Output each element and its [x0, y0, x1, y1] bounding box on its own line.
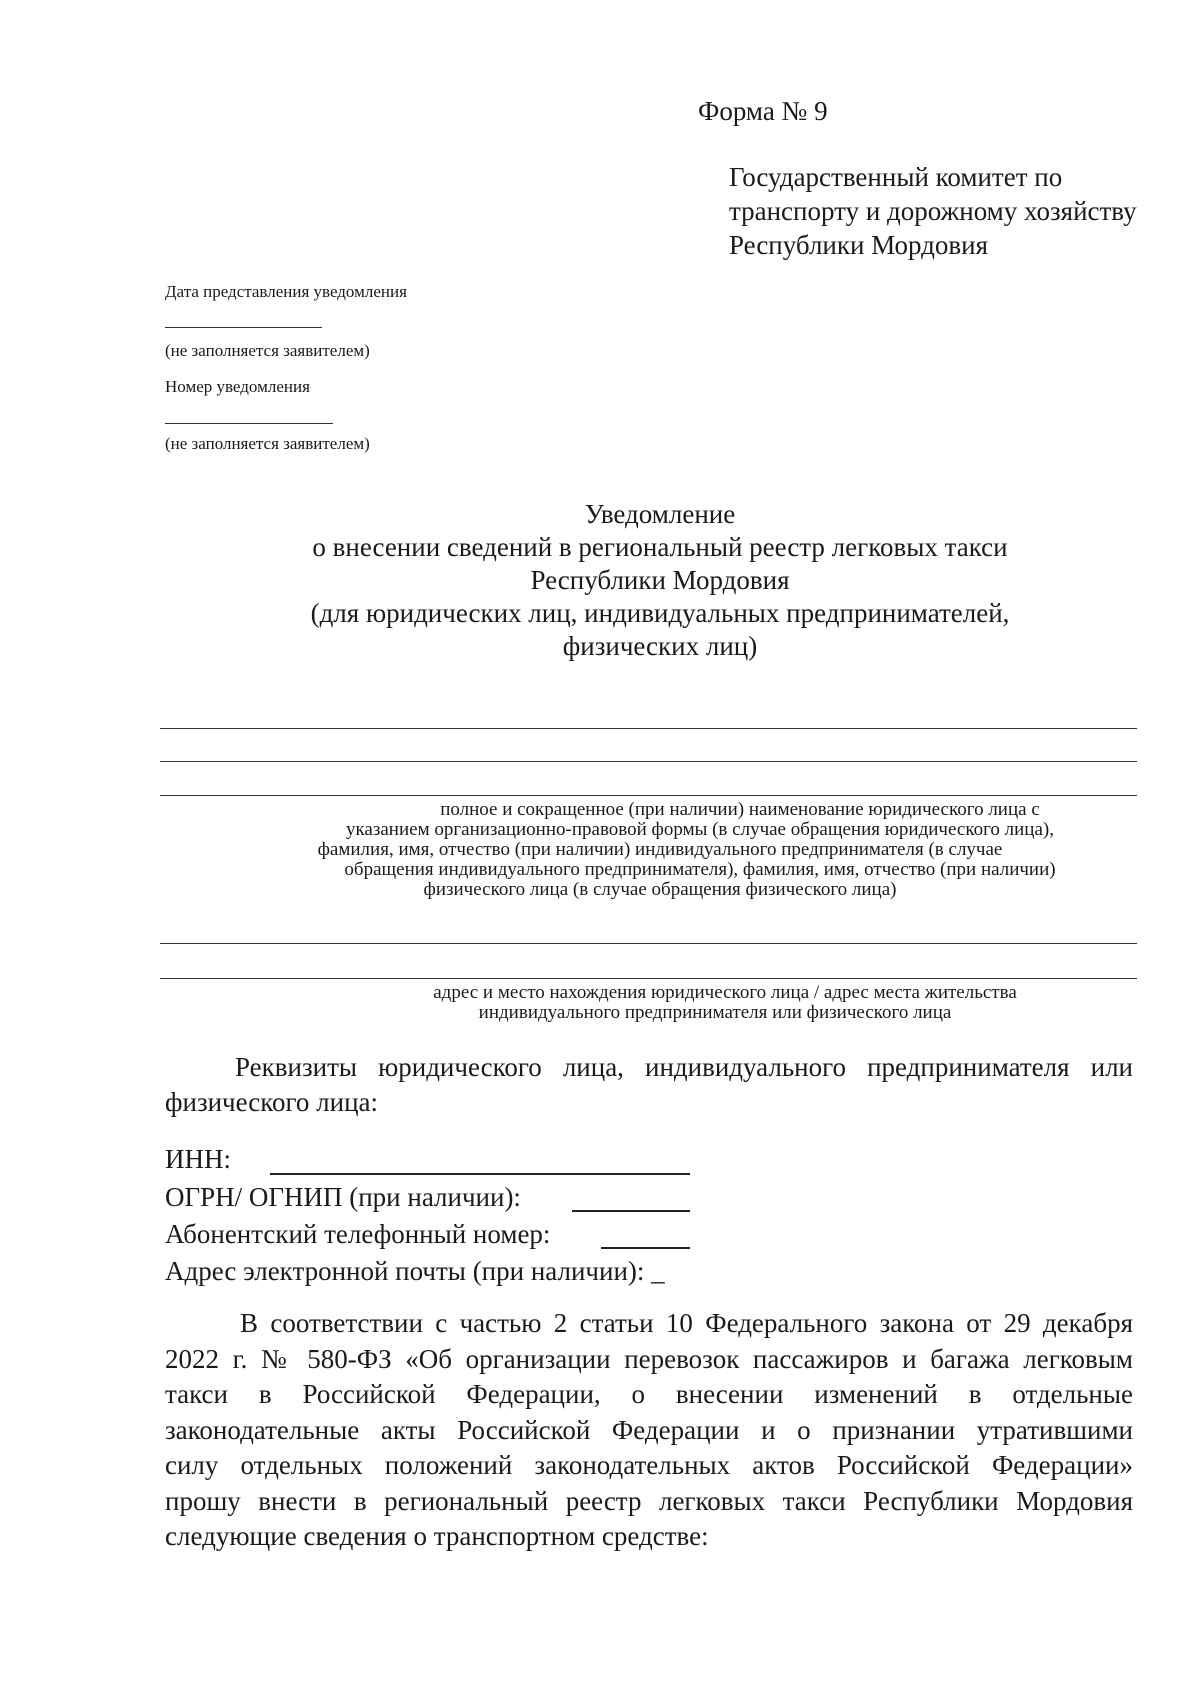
requisites-intro-line: Реквизиты юридического лица, индивидуального предпринимателя или [235, 1052, 1133, 1082]
address-hint [160, 983, 1160, 1023]
law-line: законодательные акты Российской Федерации и о признании утратившими [165, 1414, 1133, 1445]
recipient-line: Государственный комитет по [729, 162, 1063, 192]
law-paragraph [165, 1306, 1133, 1555]
phone-input-line[interactable] [601, 1247, 690, 1249]
date-label: Дата представления уведомления [165, 282, 407, 301]
hint-line: полное и сокращенное (при наличии) наименование юридического лица с [440, 799, 1040, 820]
hint-line: фамилия, имя, отчество (при наличии) индивидуального предпринимателя (в случае [317, 839, 1003, 860]
law-line: следующие сведения о транспортном средстве: [165, 1521, 709, 1551]
ogrn-input-line[interactable] [572, 1210, 690, 1212]
date-note: (не заполняется заявителем) [165, 341, 370, 360]
hint-line: индивидуального предпринимателя или физического лица [478, 1002, 952, 1023]
recipient-line: Республики Мордовия [729, 230, 989, 260]
date-field-line[interactable] [165, 327, 322, 328]
number-field-line[interactable] [165, 423, 333, 424]
title-line: Уведомление [584, 499, 736, 529]
requisites-intro [165, 1050, 1133, 1120]
applicant-name-line[interactable] [160, 728, 1137, 729]
law-line: В соответствии с частью 2 статьи 10 Федерального закона от 29 декабря [240, 1308, 1133, 1338]
title-line: Республики Мордовия [530, 565, 790, 595]
law-line: силу отдельных положений законодательных актов Российской Федерации» [165, 1450, 1133, 1480]
hint-line: адрес и место нахождения юридического лица / адрес места жительства [433, 982, 1017, 1003]
law-line: 2022 г. № 580-ФЗ «Об организации перевозок пассажиров и багажа легковым [165, 1343, 1133, 1374]
requisites-intro-line: физического лица: [165, 1087, 379, 1117]
title-line: о внесении сведений в региональный реестр легковых такси [312, 532, 1008, 562]
recipient-block [729, 160, 1169, 262]
number-label: Номер уведомления [165, 377, 310, 396]
number-note: (не заполняется заявителем) [165, 434, 370, 453]
recipient-line: транспорту и дорожному хозяйству [729, 196, 1137, 226]
address-line[interactable] [160, 978, 1137, 979]
address-line[interactable] [160, 943, 1137, 944]
form-number: Форма № 9 [698, 96, 828, 126]
inn-input-line[interactable] [270, 1173, 690, 1175]
email-label: Адрес электронной почты (при наличии): _ [165, 1256, 665, 1286]
applicant-name-line[interactable] [160, 761, 1137, 762]
applicant-name-line[interactable] [160, 795, 1137, 796]
hint-line: указанием организационно-правовой формы (в случае обращения юридического лица), [345, 819, 1054, 840]
hint-line: физического лица (в случае обращения физического лица) [423, 879, 897, 900]
title-line: физических лиц) [562, 631, 758, 661]
law-line: такси в Российской Федерации, о внесении изменений в отдельные [165, 1379, 1133, 1409]
phone-label: Абонентский телефонный номер: [165, 1219, 551, 1249]
document-title [160, 498, 1160, 663]
applicant-name-hint [160, 800, 1160, 900]
inn-label: ИНН: [165, 1144, 231, 1174]
ogrn-label: ОГРН/ ОГНИП (при наличии): [165, 1182, 521, 1212]
hint-line: обращения индивидуального предпринимателя), фамилия, имя, отчество (при наличии) [344, 859, 1056, 880]
law-line: прошу внести в региональный реестр легковых такси Республики Мордовия [165, 1485, 1133, 1516]
title-line: (для юридических лиц, индивидуальных предпринимателей, [310, 598, 1010, 628]
